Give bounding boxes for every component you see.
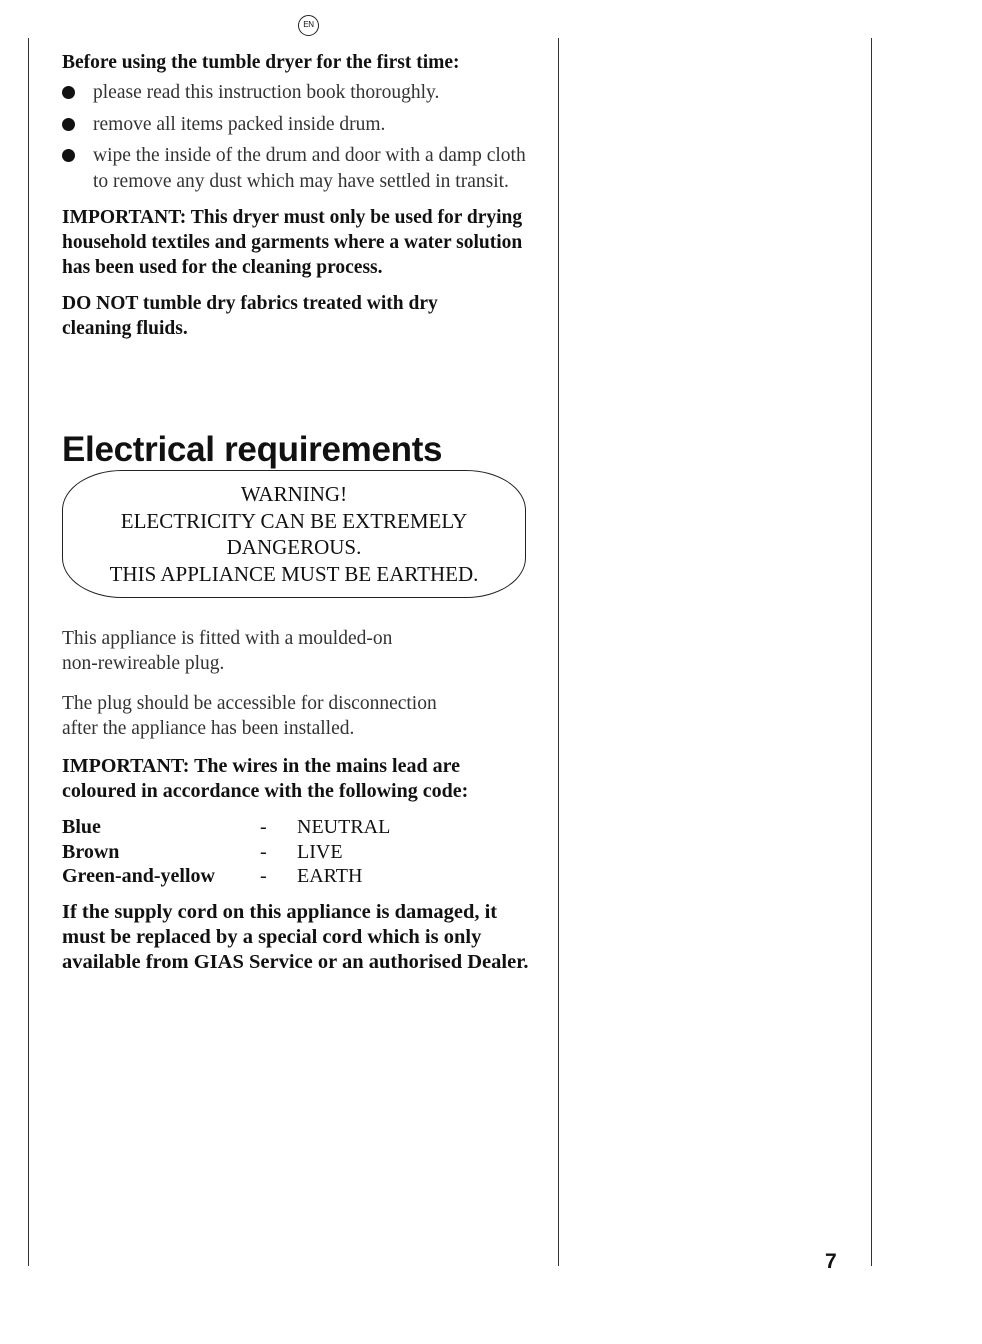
list-item: please read this instruction book thoroughly. [62,80,532,106]
bullet-icon [62,86,75,99]
page-number: 7 [825,1250,837,1273]
important-dryer-notice: IMPORTANT: This dryer must only be used for drying household textiles and garments where a water solution has been used for the cleaning process. [62,207,523,278]
warning-line-4: THIS APPLIANCE MUST BE EARTHED. [109,561,479,586]
section-title: Electrical requirements [62,430,443,469]
plug-accessible-paragraph: The plug should be accessible for disconnection after the appliance has been installed. [62,693,437,739]
warning-line-3: DANGEROUS. [226,535,362,559]
left-margin-rule [28,38,29,1266]
center-divider-rule [558,38,559,1266]
warning-line-2: ELECTRICITY CAN BE EXTREMELY [120,508,468,533]
do-not-notice: DO NOT tumble dry fabrics treated with dry cleaning fluids. [62,293,438,339]
right-margin-rule [871,38,872,1266]
warning-box [62,470,526,598]
intro-section [62,50,532,341]
plug-fitted-paragraph: This appliance is fitted with a moulded-on non-rewireable plug. [62,628,393,674]
list-item: wipe the inside of the drum and door with a damp cloth to remove any dust which may have settled in transit. [62,143,532,194]
bullet-icon [62,118,75,131]
list-item: remove all items packed inside drum. [62,112,532,138]
intro-heading: Before using the tumble dryer for the first time: [62,52,460,73]
wires-important-notice: IMPORTANT: The wires in the mains lead are coloured in accordance with the following code: [62,755,469,802]
warning-line-1: WARNING! [240,482,348,506]
bullet-icon [62,149,75,162]
intro-bullet-list [62,80,532,194]
supply-cord-notice: If the supply cord on this appliance is damaged, it must be replaced by a special cord which is only available from GIAS Service or an authorised Dealer. [62,901,529,973]
language-badge: EN [298,15,319,36]
